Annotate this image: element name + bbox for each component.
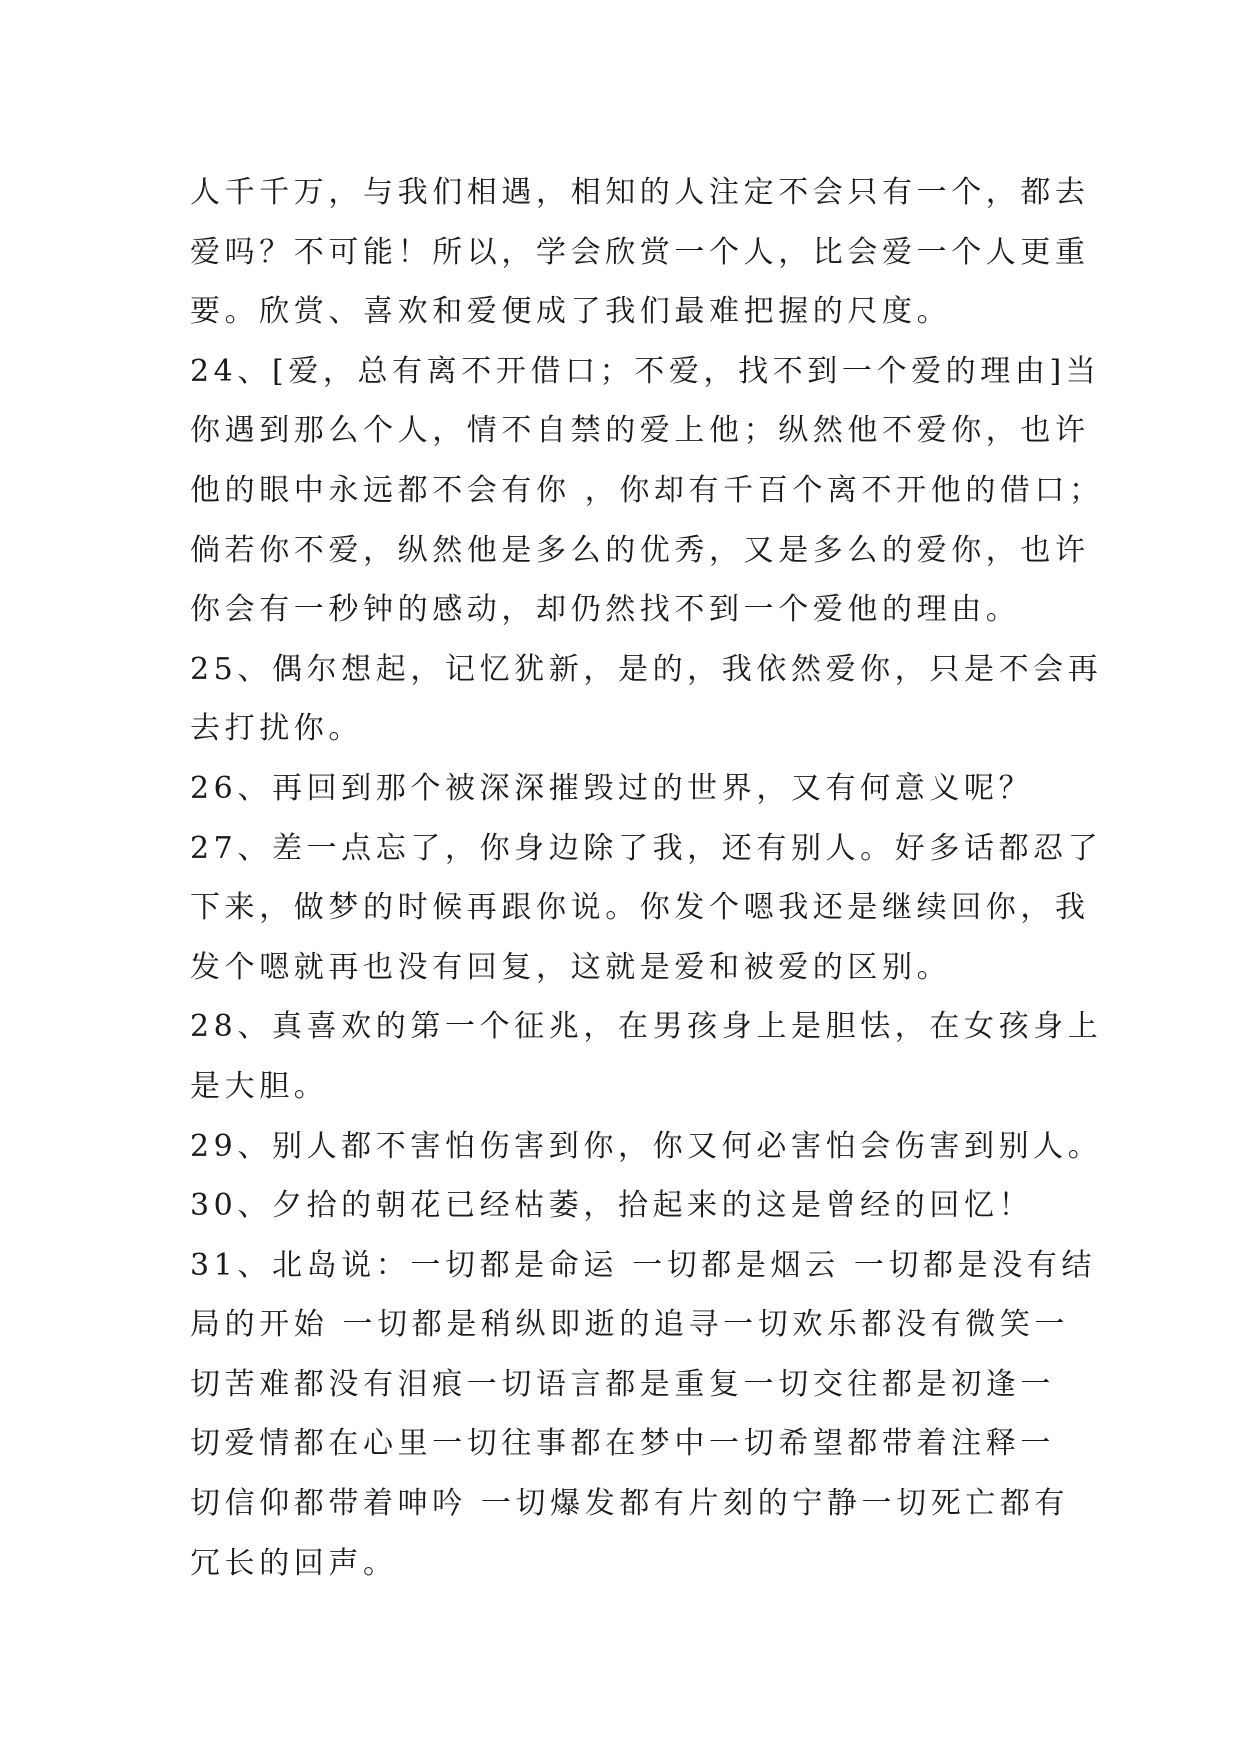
- text-line: 切爱情都在心里一切往事都在梦中一切希望都带着注释一: [190, 1426, 1055, 1462]
- paragraph-30: [190, 1176, 1070, 1236]
- paragraph-24: [190, 342, 1104, 640]
- text-line: 28、真喜欢的第一个征兆，在男孩身上是胆怯，在女孩身上: [190, 1009, 1103, 1045]
- text-line: 31、北岛说：一切都是命运 一切都是烟云 一切都是没有结: [190, 1247, 1097, 1283]
- text-line: 29、别人都不害怕伤害到你，你又何必害怕会伤害到别人。: [190, 1128, 1103, 1164]
- text-line: 你遇到那么个人，情不自禁的爱上他；纵然他不爱你，也许: [190, 413, 1090, 449]
- text-line: 倘若你不爱，纵然他是多么的优秀，又是多么的爱你，也许: [190, 532, 1090, 568]
- text-line: 切苦难都没有泪痕一切语言都是重复一切交往都是初逢一: [190, 1366, 1055, 1402]
- text-line: 25、偶尔想起，记忆犹新，是的，我依然爱你，只是不会再: [190, 651, 1103, 687]
- text-line: 切信仰都带着呻吟 一切爆发都有片刻的宁静一切死亡都有: [190, 1486, 1070, 1522]
- text-line: 爱吗？不可能！所以，学会欣赏一个人，比会爱一个人更重: [190, 234, 1090, 270]
- paragraph-27: [190, 819, 1103, 998]
- text-line: 27、差一点忘了，你身边除了我，还有别人。好多话都忍了: [190, 830, 1103, 866]
- text-line: 是大胆。: [190, 1068, 329, 1104]
- text-line: 你会有一秒钟的感动，却仍然找不到一个爱他的理由。: [190, 592, 1021, 628]
- text-line: 局的开始 一切都是稍纵即逝的追寻一切欢乐都没有微笑一: [190, 1307, 1070, 1343]
- text-line: 他的眼中永远都不会有你 ，你却有千百个离不开他的借口；: [190, 472, 1104, 508]
- paragraph-intro: [190, 163, 1090, 342]
- text-line: 下来，做梦的时候再跟你说。你发个嗯我还是继续回你，我: [190, 890, 1090, 926]
- document-body: [190, 163, 1104, 1593]
- paragraph-29: [190, 1117, 1103, 1177]
- text-line: 24、[爱，总有离不开借口；不爱，找不到一个爱的理由]当: [190, 353, 1101, 389]
- paragraph-31: [190, 1236, 1097, 1594]
- text-line: 发个嗯就再也没有回复，这就是爱和被爱的区别。: [190, 949, 952, 985]
- paragraph-26: [190, 759, 1070, 819]
- text-line: 冗长的回声。: [190, 1545, 398, 1581]
- text-line: 人千千万，与我们相遇，相知的人注定不会只有一个，都去: [190, 175, 1090, 210]
- paragraph-28: [190, 997, 1103, 1116]
- text-line: 要。欣赏、喜欢和爱便成了我们最难把握的尺度。: [190, 294, 952, 330]
- paragraph-25: [190, 640, 1103, 759]
- text-line: 去打扰你。: [190, 711, 363, 747]
- text-line: 26、再回到那个被深深摧毁过的世界，又有何意义呢？: [190, 770, 1034, 806]
- text-line: 30、夕拾的朝花已经枯萎，拾起来的这是曾经的回忆！: [190, 1188, 1034, 1224]
